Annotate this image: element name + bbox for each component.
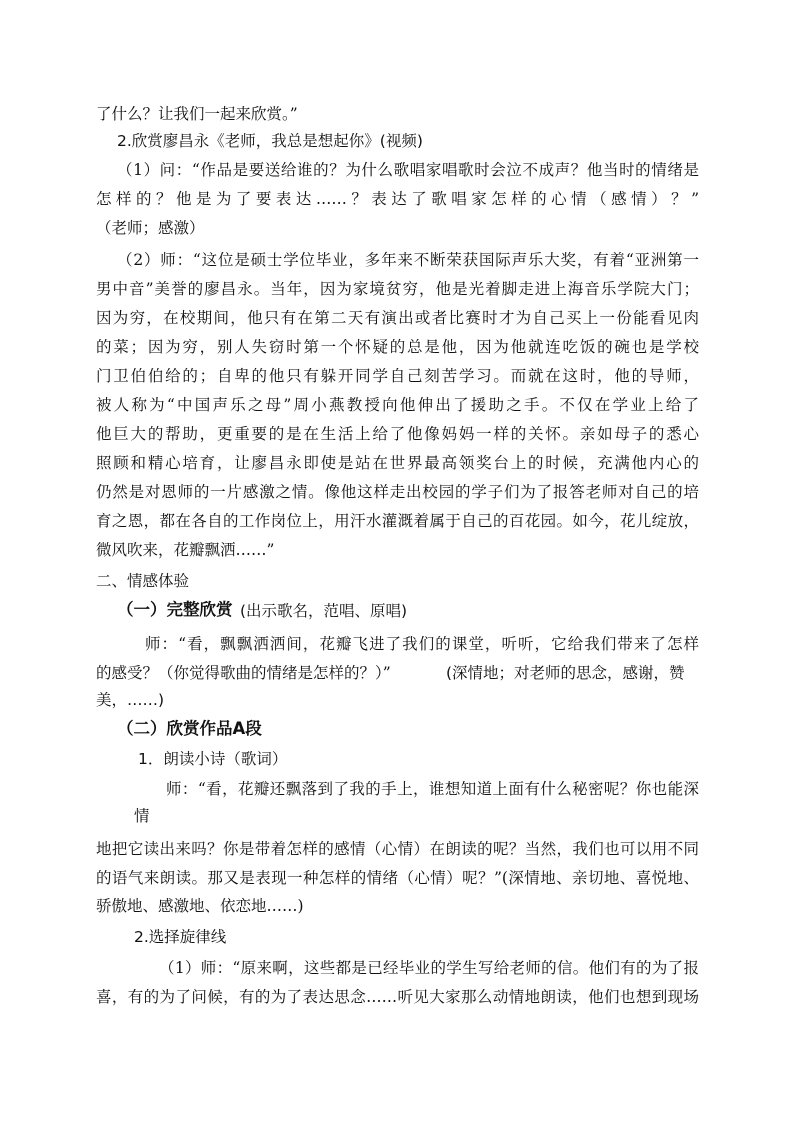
text-line: （老师；感激） [96, 219, 205, 237]
text-line: 因为穷，在校期间，他只有在第二天有演出或者比赛时才为自己买上一份能看见肉 [96, 309, 699, 327]
text-line: 的语气来朗读。那又是表现一种怎样的情绪（心情）呢？”(深情地、亲切地、喜悦地、 [96, 869, 699, 887]
section-heading-video: 2.欣赏廖昌永《老师，我总是想起你》(视频) [117, 132, 423, 150]
subsection-heading-section-a: （二）欣赏作品A段 [117, 719, 262, 738]
text-line: （1）问：“作品是要送给谁的？为什么歌唱家唱歌时会泣不成声？他当时的情绪是 [117, 161, 699, 179]
text-line: (深情地；对老师的思念，感谢，赞 [446, 664, 685, 682]
text-line: 他巨大的帮助，更重要的是在生活上给了他像妈妈一样的关怀。亲如母子的悉心 [96, 425, 699, 443]
text-line: 照顾和精心培育，让廖昌永即使是站在世界最高领奖台上的时候，充满他内心的 [96, 454, 699, 472]
text-line: 师：“看，花瓣还飘落到了我的手上，谁想知道上面有什么秘密呢？你也能深 [166, 780, 699, 798]
text-line: 被人称为“中国声乐之母”周小燕教授向他伸出了援助之手。不仅在学业上给了 [96, 396, 699, 414]
text-line: 喜，有的为了问候，有的为了表达思念……听见大家那么动情地朗读，他们也想到现场 [96, 988, 699, 1006]
subsection-note: (出示歌名，范唱、原唱) [240, 602, 408, 620]
text-line: 的菜；因为穷，别人失窃时第一个怀疑的总是他，因为他就连吃饭的碗也是学校 [96, 338, 699, 356]
text-line: 男中音”美誉的廖昌永。当年，因为家境贫穷，他是光着脚走进上海音乐学院大门； [96, 280, 699, 298]
text-line: 微风吹来，花瓣飘洒……” [96, 541, 275, 559]
list-item-heading: 1．朗读小诗（歌词） [138, 750, 288, 768]
text-line: 怎样的？他是为了要表达……？表达了歌唱家怎样的心情（感情）？” [96, 190, 699, 208]
text-line: 地把它读出来吗？你是带着怎样的感情（心情）在朗读的呢？当然，我们也可以用不同 [96, 840, 699, 858]
text-line: 师：“看，飘飘洒洒间，花瓣飞进了我们的课堂，听听，它给我们带来了怎样 [145, 635, 699, 653]
text-line: 了什么？让我们一起来欣赏。” [96, 105, 298, 123]
section-heading-emotion: 二、情感体验 [96, 572, 190, 590]
text-line: 仍然是对恩师的一片感激之情。像他这样走出校园的学子们为了报答老师对自己的培 [96, 483, 699, 501]
text-line: 情 [134, 807, 150, 825]
list-item-heading: 2.选择旋律线 [134, 928, 227, 946]
text-line: 美，……) [96, 691, 165, 709]
subsection-heading-full-listen: （一）完整欣赏 [117, 600, 233, 619]
text-line: 的感受？（你觉得歌曲的情绪是怎样的？）” [96, 664, 391, 682]
text-line: （2）师：“这位是硕士学位毕业，多年来不断荣获国际声乐大奖，有着“亚洲第一 [117, 251, 699, 269]
text-line: 门卫伯伯给的；自卑的他只有躲开同学自己刻苦学习。而就在这时，他的导师， [96, 367, 699, 385]
text-line: （1）师：“原来啊，这些都是已经毕业的学生写给老师的信。他们有的为了报 [159, 959, 699, 977]
text-line: 育之恩，都在各自的工作岗位上，用汗水灌溉着属于自己的百花园。如今，花儿绽放， [96, 512, 699, 530]
text-line: 骄傲地、感激地、依恋地……) [96, 897, 304, 915]
